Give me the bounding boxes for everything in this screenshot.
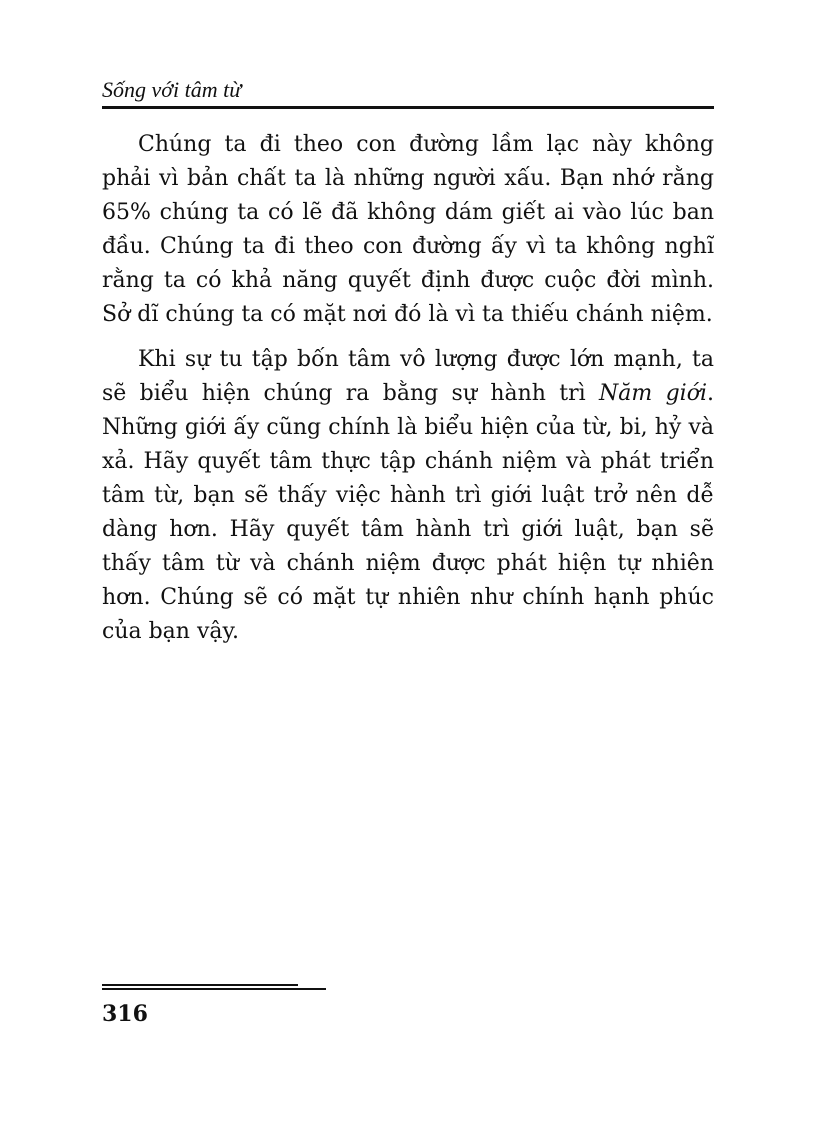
paragraph-2-start: Khi sự tu tập bốn tâm vô lượng được lớn mạnh, ta sẽ biểu hiện chúng ra bằng sự hành trì (102, 347, 714, 406)
header-rule (102, 106, 714, 109)
footer-rule-line-upper (102, 984, 298, 986)
body-text (102, 128, 714, 660)
paragraph-1: Chúng ta đi theo con đường lầm lạc này không phải vì bản chất ta là những người xấu. Bạn nhớ rằng 65% chúng ta có lẽ đã không dám giết ai vào lúc ban đầu. Chúng ta đi theo con đường ấy vì ta không nghĩ rằng ta có khả năng quyết định được cuộc đời mình. Sở dĩ chúng ta có mặt nơi đó là vì ta thiếu chánh niệm. (102, 132, 714, 327)
emphasis-nam-gioi: Năm giới (599, 381, 707, 406)
paragraph-2 (102, 343, 714, 649)
paragraph-2-end: . Những giới ấy cũng chính là biểu hiện của từ, bi, hỷ và xả. Hãy quyết tâm thực tập chánh niệm và phát triển tâm từ, bạn sẽ thấy việc hành trì giới luật trở nên dễ dàng hơn. Hãy quyết tâm hành trì giới luật, bạn sẽ thấy tâm từ và chánh niệm được phát hiện tự nhiên hơn. Chúng sẽ có mặt tự nhiên như chính hạnh phúc của bạn vậy. (102, 381, 714, 644)
running-header-title: Sống với tâm từ (102, 77, 242, 102)
footer-rule-line-lower (102, 988, 326, 990)
page-number: 316 (102, 1001, 148, 1027)
footer-rule (102, 984, 326, 990)
